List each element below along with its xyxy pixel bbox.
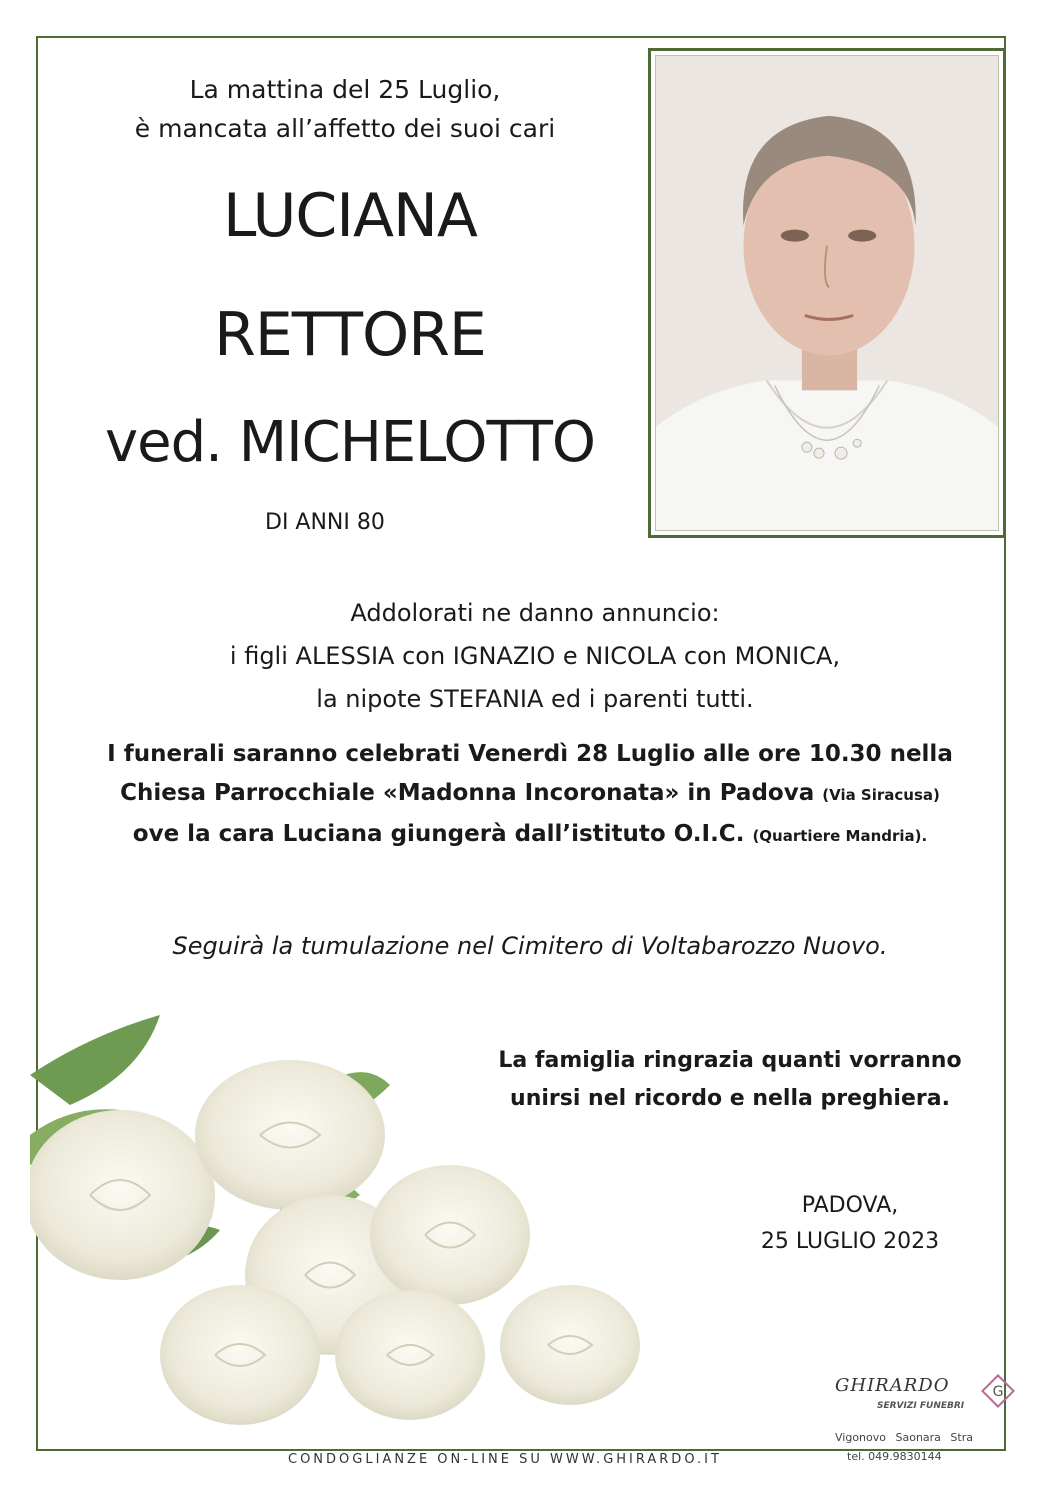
intro-line-1: La mattina del 25 Luglio, — [189, 75, 501, 104]
intro-text — [120, 70, 570, 148]
announcement — [100, 592, 970, 721]
thanks-line-1: La famiglia ringrazia quanti vorranno — [498, 1048, 962, 1073]
deceased-last-name: RETTORE — [214, 300, 486, 370]
funeral-line-2 — [40, 774, 1020, 815]
funeral-details — [40, 735, 1020, 856]
date: 25 LUGLIO 2023 — [760, 1229, 940, 1254]
condolences-online-footer: CONDOGLIANZE ON-LINE SU WWW.GHIRARDO.IT — [288, 1452, 722, 1467]
thanks-line-2: unirsi nel ricordo e nella preghiera. — [510, 1086, 950, 1111]
deceased-married-name: ved. MICHELOTTO — [105, 410, 595, 475]
funeral-arrival-district: (Quartiere Mandria). — [752, 827, 928, 845]
place-date — [700, 1188, 1000, 1260]
funeral-line-3 — [40, 815, 1020, 856]
deceased-first-name: LUCIANA — [223, 181, 477, 251]
funeral-arrival: ove la cara Luciana giungerà dall’istituto O.I.C. — [132, 821, 745, 847]
funeral-line-1: I funerali saranno celebrati Venerdì 28 Luglio alle ore 10.30 nella — [107, 741, 953, 767]
logo-mark-icon — [980, 1373, 1016, 1409]
funeral-home-logo — [835, 1375, 1020, 1475]
logo-subtitle: SERVIZI FUNEBRI — [877, 1401, 965, 1411]
thanks-text — [440, 1042, 1020, 1118]
funeral-church: Chiesa Parrocchiale «Madonna Incoronata» in Padova — [120, 780, 815, 806]
logo-phone: tel. 049.9830144 — [847, 1450, 942, 1463]
logo-name: GHIRARDO — [835, 1375, 950, 1396]
announcement-line-1: Addolorati ne danno annuncio: — [350, 599, 720, 627]
logo-towns: Vigonovo Saonara Stra — [835, 1431, 973, 1444]
intro-line-2: è mancata all’affetto dei suoi cari — [134, 114, 556, 143]
announcement-line-3: la nipote STEFANIA ed i parenti tutti. — [316, 685, 754, 713]
deceased-age: DI ANNI 80 — [265, 510, 385, 535]
burial-text: Seguirà la tumulazione nel Cimitero di Voltabarozzo Nuovo. — [172, 932, 888, 960]
portrait-image — [655, 55, 999, 531]
logo-mark-letter: G — [992, 1384, 1004, 1400]
place: PADOVA, — [801, 1193, 899, 1218]
funeral-church-address: (Via Siracusa) — [822, 786, 940, 804]
announcement-line-2: i figli ALESSIA con IGNAZIO e NICOLA con MONICA, — [229, 642, 841, 670]
portrait-photo — [648, 48, 1006, 538]
